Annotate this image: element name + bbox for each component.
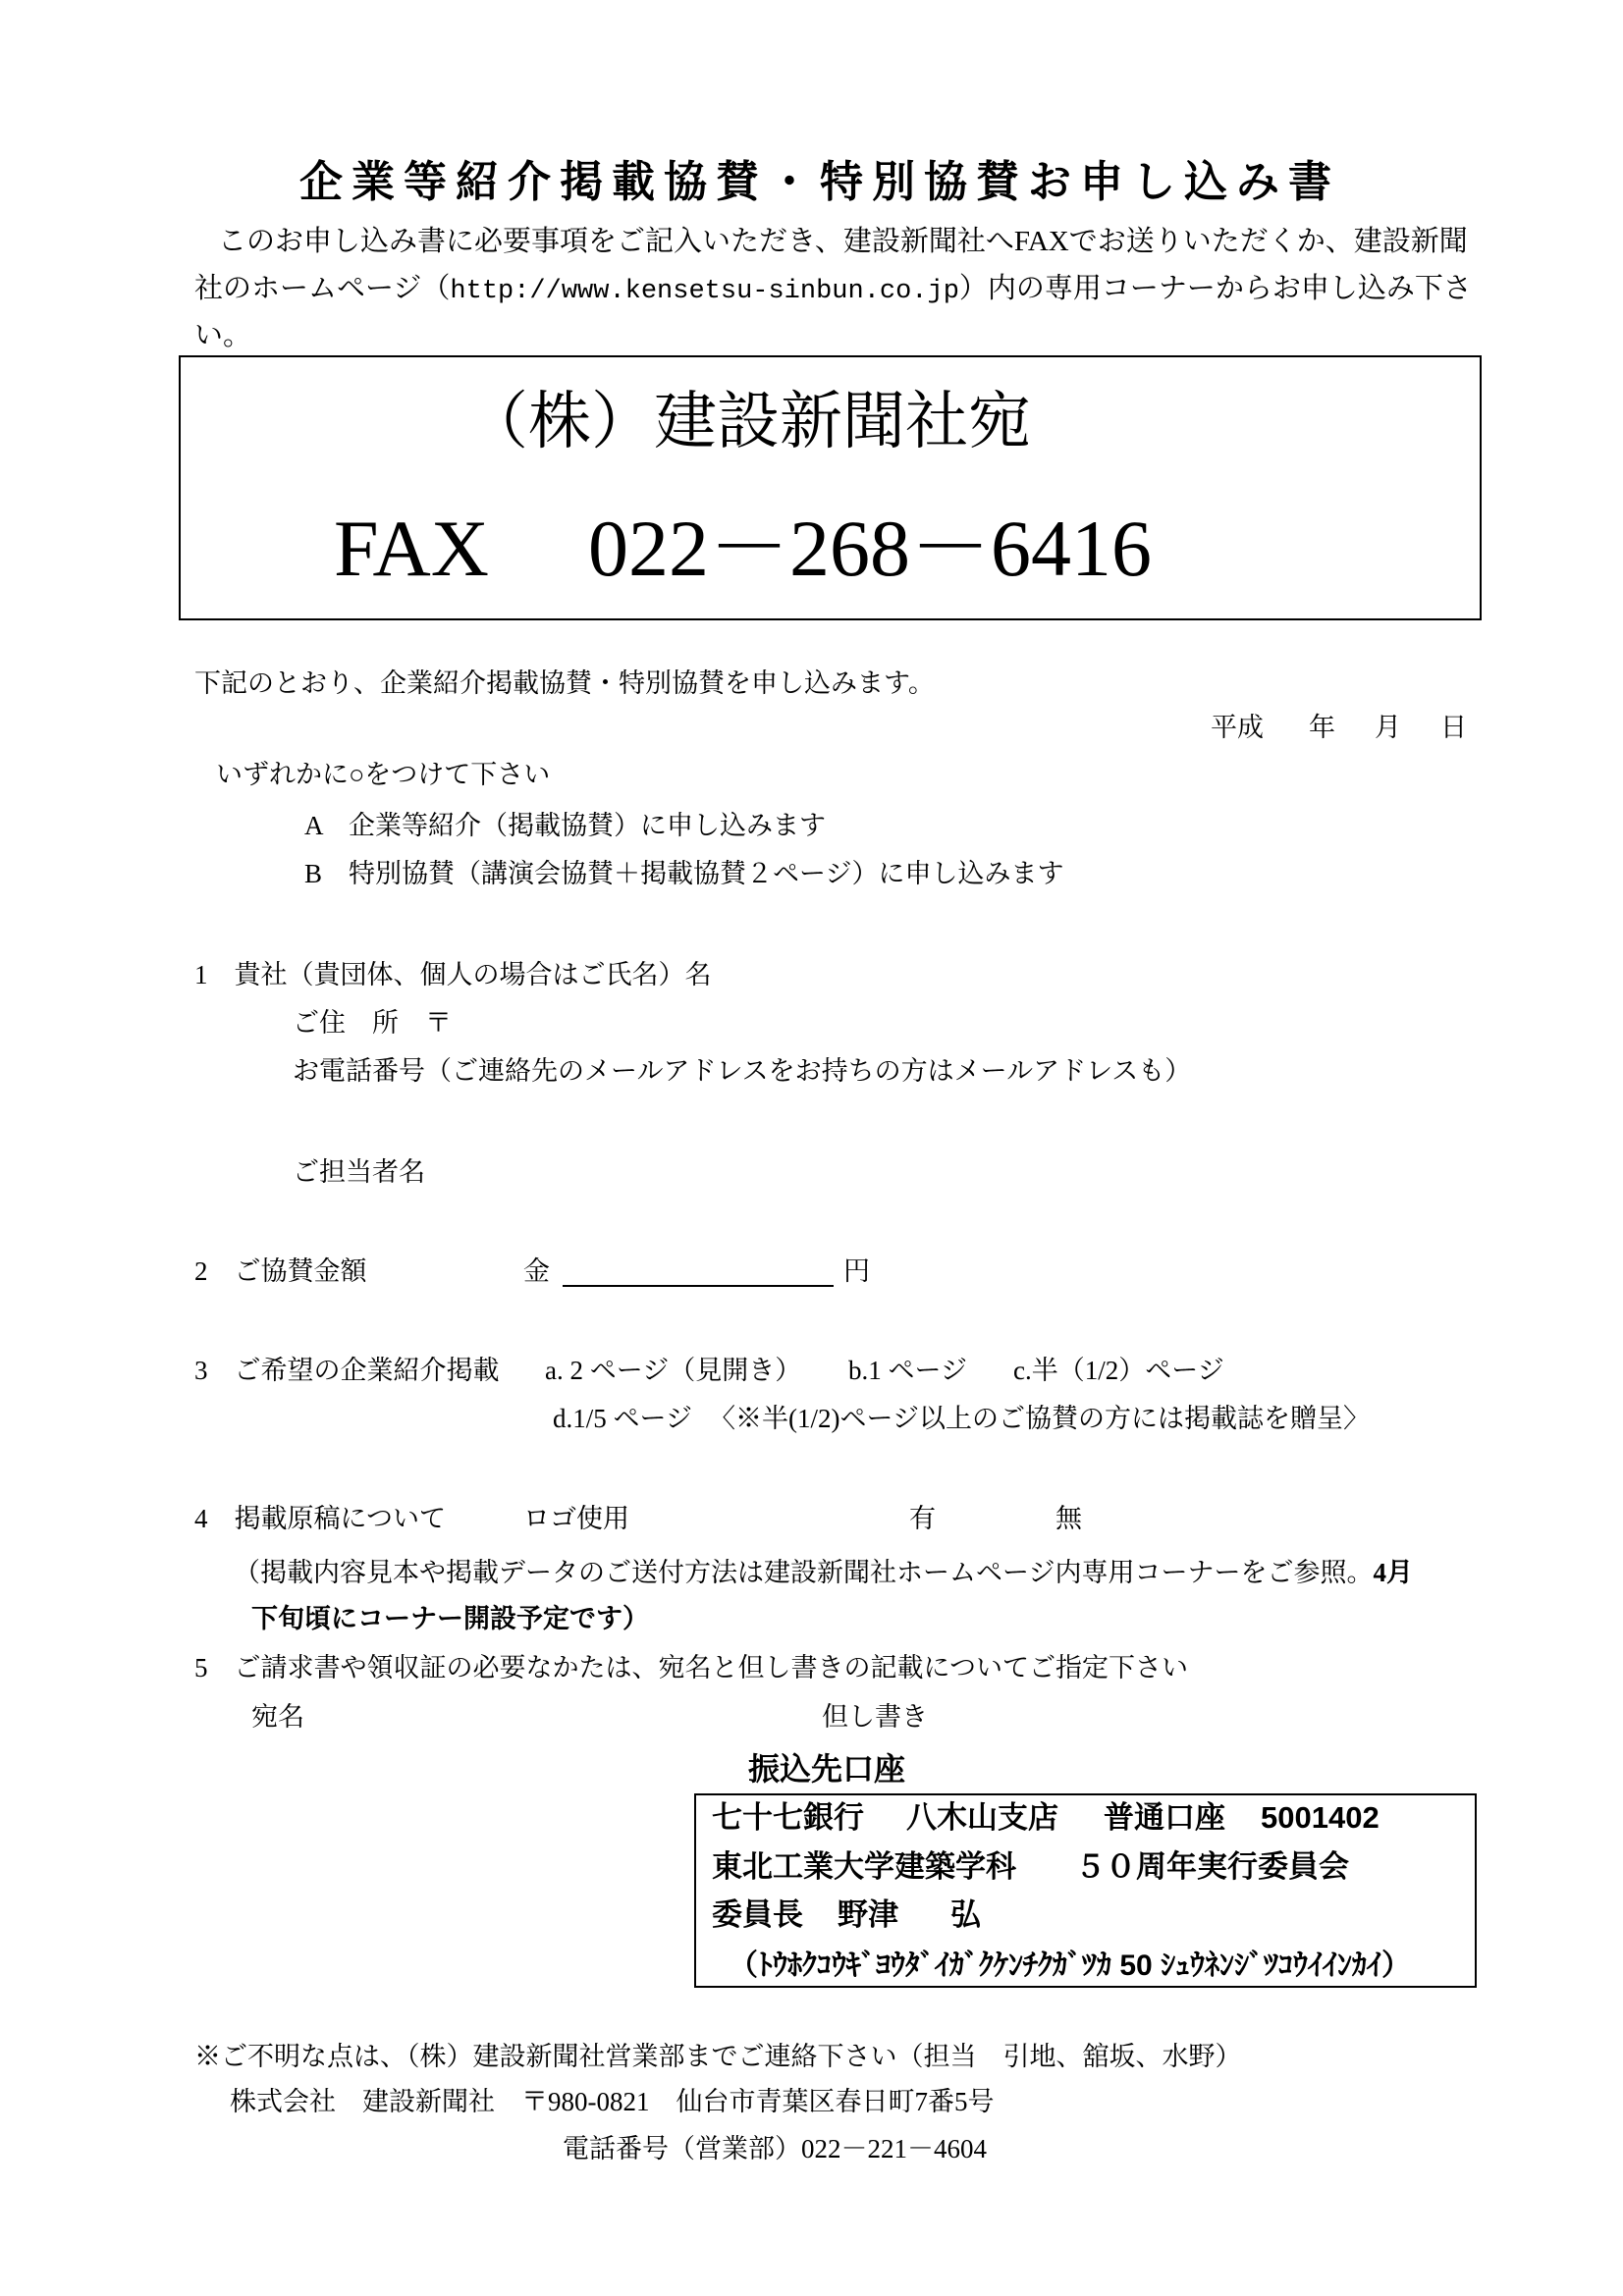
fax-number: 022－268－6416 [588,504,1152,593]
item4-note-bold-month: 4月 [1373,1558,1413,1587]
account-holder-surname: 野津 [838,1897,898,1932]
item4-yes: 有 [909,1504,936,1533]
item1-address-label: ご住 所 〒 [293,1008,452,1038]
account-holder-title: 委員長 [712,1897,803,1932]
item4-note-line-2: 下旬頃にコーナー開設予定です） [251,1604,649,1633]
option-a: A 企業等紹介（掲載協賛）に申し込みます [304,811,827,840]
fax-label: FAX [334,504,489,593]
item4-note-line-1 [234,1560,1413,1586]
item2-amount-prefix: 金 [523,1256,550,1286]
item2-amount-label: 2 ご協賛金額 [194,1256,367,1286]
item1-company-name-label: 1 貴社（貴団体、個人の場合はご氏名）名 [194,960,712,989]
choose-instruction: いずれかに○をつけて下さい [216,760,551,789]
intro-line-3: い。 [194,320,252,351]
amount-blank-line [563,1258,834,1287]
item4-no: 無 [1055,1504,1082,1533]
footer-company-address: 株式会社 建設新聞社 〒980-0821 仙台市青葉区春日町7番5号 [230,2087,995,2116]
option-b: B 特別協賛（講演会協賛＋掲載協賛２ページ）に申し込みます [304,859,1064,888]
account-holder-organization: 東北工業大学建築学科 [712,1849,1016,1884]
item2-amount-suffix: 円 [843,1256,870,1286]
item5-proviso-label: 但し書き [822,1702,928,1732]
item1-phone-label: お電話番号（ご連絡先のメールアドレスをお持ちの方はメールアドレスも） [293,1056,1192,1086]
bank-account-number: 5001402 [1261,1800,1380,1835]
item3-option-d: d.1/5 ページ [553,1404,692,1433]
account-holder-committee: ５０周年実行委員会 [1075,1849,1349,1884]
bank-branch: 八木山支店 [906,1800,1058,1835]
date-day: 日 [1440,713,1467,742]
item5-addressee-label: 宛名 [251,1702,304,1732]
footer-phone: 電話番号（営業部）022－221－4604 [563,2134,987,2163]
date-month: 月 [1375,713,1401,742]
date-era: 平成 [1211,713,1264,742]
item3-option-b: b.1 ページ [848,1356,967,1385]
intro-line-1: このお申し込み書に必要事項をご記入いただき、建設新聞社へFAXでお送りいただくか、建設新聞 [218,226,1468,257]
account-holder-given-name: 弘 [950,1897,981,1932]
intro-line-2-before: 社のホームページ（ [194,273,451,304]
page-title: 企業等紹介掲載協賛・特別協賛お申し込み書 [299,158,1340,206]
item3-note: 〈※半(1/2)ページ以上のご協賛の方には掲載誌を贈呈〉 [709,1404,1370,1433]
application-lead: 下記のとおり、企業紹介掲載協賛・特別協賛を申し込みます。 [194,668,935,698]
item4-manuscript-label: 4 掲載原稿について [194,1504,446,1533]
item4-note-text: （掲載内容見本や掲載データのご送付方法は建設新聞社ホームページ内専用コーナーをご参照。 [234,1558,1374,1587]
bank-account-heading: 振込先口座 [748,1751,906,1787]
item3-option-a: a. 2 ページ（見開き） [545,1356,802,1385]
item5-invoice-label: 5 ご請求書や領収証の必要なかたは、宛名と但し書きの記載についてご指定下さい [194,1653,1188,1682]
homepage-url: http://www.kensetsu-sinbun.co.jp [450,277,959,306]
item1-contact-label: ご担当者名 [293,1157,425,1187]
bank-name: 七十七銀行 [712,1800,864,1835]
item3-option-c: c.半（1/2）ページ [1013,1356,1224,1385]
footer-inquiry: ※ご不明な点は、（株）建設新聞社営業部までご連絡下さい（担当 引地、舘坂、水野） [194,2042,1242,2071]
intro-line-2-after: ）内の専用コーナーからお申し込み下さ [958,273,1472,304]
item4-logo-label: ロゴ使用 [523,1504,629,1533]
account-holder-kana: （ﾄｳﾎｸｺｳｷﾞﾖｳﾀﾞｲｶﾞｸｹﾝﾁｸｶﾞﾂｶ 50 ｼｭｳﾈﾝｼﾞﾂｺｳｲｲﾝｶｲ） [729,1949,1412,1982]
fax-addressee: （株）建設新聞社宛 [465,387,1031,456]
bank-account-type: 普通口座 [1104,1800,1225,1835]
date-year: 年 [1309,713,1335,742]
intro-line-2 [194,275,1472,305]
item3-listing-label: 3 ご希望の企業紹介掲載 [194,1356,500,1385]
